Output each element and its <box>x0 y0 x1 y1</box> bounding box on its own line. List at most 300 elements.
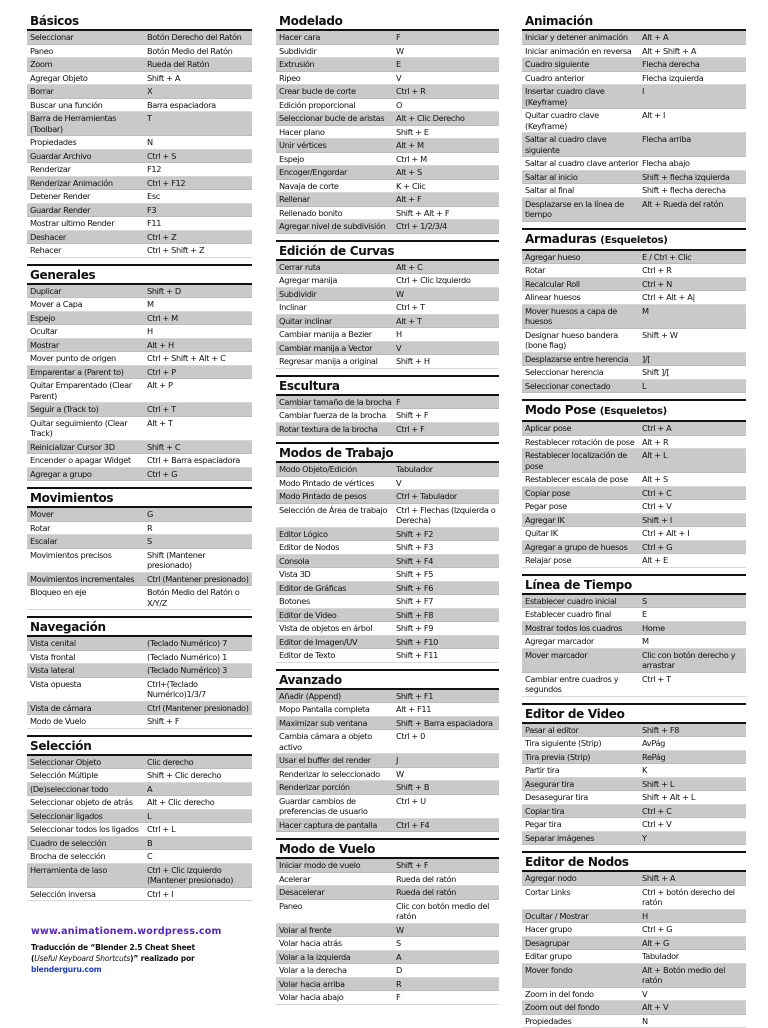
shortcut-keys: Ctrl + M <box>147 313 252 324</box>
shortcut-row <box>522 937 746 951</box>
shortcut-keys: Shift + F5 <box>396 569 499 580</box>
action-label: Vista 3D <box>279 569 396 580</box>
action-label: Pegar tira <box>525 819 642 830</box>
shortcut-row <box>276 85 499 99</box>
shortcut-keys: Flecha izquierda <box>642 73 746 84</box>
section-title-text: Movimientos <box>30 491 113 505</box>
action-label: Detener Render <box>30 191 147 202</box>
shortcut-row <box>522 818 746 832</box>
shortcut-row <box>276 504 499 528</box>
section <box>276 442 499 663</box>
shortcut-row <box>276 355 499 369</box>
shortcut-row <box>27 678 252 702</box>
shortcut-row <box>276 582 499 596</box>
section-title-text: Línea de Tiempo <box>525 578 632 592</box>
shortcut-keys: Flecha abajo <box>642 158 746 169</box>
section-title <box>522 578 746 595</box>
action-label: Saltar al cuadro clave anterior <box>525 158 642 169</box>
action-label: Renderizar <box>30 164 147 175</box>
shortcut-keys: H <box>642 911 746 922</box>
shortcut-keys: Clic derecho <box>147 757 252 768</box>
shortcut-keys: Alt + T <box>147 418 252 429</box>
shortcut-keys: Alt + S <box>396 167 499 178</box>
credits-paren-open: ( <box>31 954 34 963</box>
action-label: Cortar Links <box>525 887 642 898</box>
action-label: Modo de Vuelo <box>30 716 147 727</box>
action-label: Cambiar entre cuadros y segundos <box>525 674 642 695</box>
action-label: Cambiar manija a Bezier <box>279 329 396 340</box>
action-label: Rotar <box>30 523 147 534</box>
action-label: Copiar tira <box>525 806 642 817</box>
shortcut-keys: Ctrl + 0 <box>396 731 499 742</box>
section-title-text: Armaduras <box>525 232 596 246</box>
action-label: Relajar pose <box>525 555 642 566</box>
action-label: Aplicar pose <box>525 423 642 434</box>
shortcut-list <box>27 756 252 902</box>
action-label: Cerrar ruta <box>279 262 396 273</box>
shortcut-row <box>276 490 499 504</box>
action-label: Seleccionar conectado <box>525 381 642 392</box>
shortcut-row <box>522 541 746 555</box>
shortcut-row <box>276 703 499 717</box>
shortcut-keys: A <box>396 952 499 963</box>
column-1 <box>27 14 252 901</box>
shortcut-row <box>27 864 252 888</box>
shortcut-list <box>276 859 499 1005</box>
shortcut-row <box>27 522 252 536</box>
shortcut-row <box>276 768 499 782</box>
shortcut-row <box>276 649 499 663</box>
shortcut-keys: F <box>396 992 499 1003</box>
action-label: Rellenar <box>279 194 396 205</box>
action-label: Guardar cambios de preferencias de usuario <box>279 796 396 817</box>
shortcut-row <box>27 756 252 770</box>
shortcut-keys: Ctrl + Shift + Alt + C <box>147 353 252 364</box>
section-title <box>27 620 252 637</box>
shortcut-row <box>522 278 746 292</box>
shortcut-row <box>522 950 746 964</box>
shortcut-keys: Ctrl + N <box>642 279 746 290</box>
shortcut-row <box>276 207 499 221</box>
shortcut-keys: S <box>642 596 746 607</box>
shortcut-row <box>276 409 499 423</box>
action-label: Saltar al inicio <box>525 172 642 183</box>
section-title-text: Edición de Curvas <box>279 244 394 258</box>
shortcut-row <box>522 1015 746 1028</box>
shortcut-row <box>27 204 252 218</box>
shortcut-row <box>522 635 746 649</box>
shortcut-row <box>522 380 746 394</box>
shortcut-row <box>276 555 499 569</box>
action-label: Copiar pose <box>525 488 642 499</box>
action-label: Mover fondo <box>525 965 642 976</box>
action-label: Editor de Video <box>279 610 396 621</box>
shortcut-row <box>522 251 746 265</box>
shortcut-row <box>522 184 746 198</box>
action-label: Desasegurar tira <box>525 792 642 803</box>
shortcut-row <box>276 288 499 302</box>
action-label: Vista lateral <box>30 665 147 676</box>
shortcut-list <box>27 285 252 482</box>
action-label: Rotar <box>525 265 642 276</box>
action-label: Mover punto de origen <box>30 353 147 364</box>
shortcut-row <box>522 751 746 765</box>
shortcut-keys: Ctrl + P <box>147 367 252 378</box>
shortcut-row <box>276 730 499 754</box>
shortcut-keys: Ctrl+(Teclado Numérico)1/3/7 <box>147 679 252 700</box>
section-title-text: Navegación <box>30 620 106 634</box>
shortcut-row <box>27 244 252 258</box>
shortcut-keys: Ctrl + U <box>396 796 499 807</box>
shortcut-keys: L <box>147 811 252 822</box>
action-label: Consola <box>279 556 396 567</box>
shortcut-row <box>27 441 252 455</box>
shortcut-keys: Shift + F10 <box>396 637 499 648</box>
shortcut-list <box>276 396 499 437</box>
shortcut-row <box>522 473 746 487</box>
shortcut-keys: Alt + C <box>396 262 499 273</box>
action-label: Crear bucle de corte <box>279 86 396 97</box>
shortcut-row <box>27 379 252 403</box>
action-label: Mover huesos a capa de huesos <box>525 306 642 327</box>
section-title <box>27 14 252 31</box>
shortcut-keys: Rueda del Ratón <box>147 59 252 70</box>
shortcut-row <box>27 190 252 204</box>
shortcut-row <box>522 353 746 367</box>
shortcut-row <box>27 31 252 45</box>
shortcut-keys: Y <box>642 833 746 844</box>
shortcut-keys: B <box>147 838 252 849</box>
shortcut-keys: Rueda del ratón <box>396 874 499 885</box>
section <box>27 735 252 902</box>
shortcut-row <box>522 832 746 846</box>
shortcut-row <box>522 554 746 568</box>
action-label: Restablecer localización de pose <box>525 450 642 471</box>
shortcut-row <box>27 769 252 783</box>
section-title <box>522 14 746 31</box>
action-label: Edición proporcional <box>279 100 396 111</box>
shortcut-keys: Home <box>642 623 746 634</box>
section-title-text: Animación <box>525 14 593 28</box>
action-label: Separar imágenes <box>525 833 642 844</box>
shortcut-row <box>276 873 499 887</box>
action-label: Quitar seguimiento (Clear Track) <box>30 418 147 439</box>
action-label: Editor de Gráficas <box>279 583 396 594</box>
shortcut-row <box>522 45 746 59</box>
shortcut-row <box>27 850 252 864</box>
shortcut-keys: C <box>147 851 252 862</box>
shortcut-keys: Alt + G <box>642 938 746 949</box>
action-label: Guardar Render <box>30 205 147 216</box>
shortcut-keys: A <box>147 784 252 795</box>
shortcut-keys: M <box>642 636 746 647</box>
shortcut-keys: E / Ctrl + Clic <box>642 252 746 263</box>
action-label: Iniciar y detener animación <box>525 32 642 43</box>
shortcut-row <box>27 823 252 837</box>
section <box>276 240 499 369</box>
shortcut-keys: Shift + I <box>642 515 746 526</box>
shortcut-row <box>27 810 252 824</box>
shortcut-row <box>27 783 252 797</box>
shortcut-keys: Alt + M <box>396 140 499 151</box>
shortcut-row <box>27 366 252 380</box>
shortcut-row <box>27 58 252 72</box>
action-label: Pasar al editor <box>525 725 642 736</box>
shortcut-keys: Shift + F8 <box>396 610 499 621</box>
shortcut-keys: Ctrl + Z <box>147 232 252 243</box>
action-label: Cambiar tamaño de la brocha <box>279 397 396 408</box>
action-label: Ocultar <box>30 326 147 337</box>
shortcut-keys: Alt + A <box>642 32 746 43</box>
shortcut-row <box>522 305 746 329</box>
action-label: Alinear huesos <box>525 292 642 303</box>
shortcut-keys: R <box>396 979 499 990</box>
action-label: Barra de Herramientas (Toolbar) <box>30 113 147 134</box>
action-label: Selección Múltiple <box>30 770 147 781</box>
shortcut-keys: S <box>147 536 252 547</box>
shortcut-row <box>522 673 746 697</box>
shortcut-keys: Shift (Mantener presionado) <box>147 550 252 571</box>
shortcut-keys: F3 <box>147 205 252 216</box>
action-label: Vista de cámara <box>30 703 147 714</box>
shortcut-row <box>27 298 252 312</box>
shortcut-row <box>522 109 746 133</box>
shortcut-row <box>276 328 499 342</box>
shortcut-row <box>27 796 252 810</box>
action-label: Zoom <box>30 59 147 70</box>
shortcut-keys: Ctrl + I <box>147 889 252 900</box>
shortcut-row <box>522 872 746 886</box>
shortcut-row <box>27 468 252 482</box>
action-label: Desacelerar <box>279 887 396 898</box>
shortcut-keys: V <box>642 989 746 1000</box>
shortcut-list <box>522 251 746 394</box>
shortcut-row <box>522 886 746 910</box>
shortcut-keys: N <box>642 1016 746 1027</box>
section-title <box>276 14 499 31</box>
shortcut-row <box>522 595 746 609</box>
shortcut-keys: Shift + F11 <box>396 650 499 661</box>
shortcut-keys: RePág <box>642 752 746 763</box>
shortcut-row <box>522 58 746 72</box>
action-label: Mostrar ultimo Render <box>30 218 147 229</box>
shortcut-row <box>276 342 499 356</box>
action-label: Espejo <box>279 154 396 165</box>
action-label: Paneo <box>279 901 396 912</box>
action-label: Mover <box>30 509 147 520</box>
shortcut-row <box>276 978 499 992</box>
section-title <box>522 855 746 872</box>
shortcut-list <box>522 724 746 846</box>
shortcut-row <box>522 791 746 805</box>
shortcut-row <box>276 45 499 59</box>
shortcut-row <box>27 312 252 326</box>
shortcut-keys: Shift + F7 <box>396 596 499 607</box>
shortcut-keys: Rueda del ratón <box>396 887 499 898</box>
action-label: Mopo Pantalla completa <box>279 704 396 715</box>
shortcut-keys: Shift + D <box>147 286 252 297</box>
credits-author-link[interactable]: blenderguru.com <box>31 965 101 974</box>
action-label: Editor de Imagen/UV <box>279 637 396 648</box>
action-label: Volar hacia atrás <box>279 938 396 949</box>
action-label: Mover a Capa <box>30 299 147 310</box>
action-label: Subdividir <box>279 46 396 57</box>
action-label: Seleccionar todos los ligados <box>30 824 147 835</box>
shortcut-keys: ]/[ <box>642 354 746 365</box>
shortcut-keys: Alt + R <box>642 437 746 448</box>
action-label: Navaja de corte <box>279 181 396 192</box>
section-title <box>276 673 499 690</box>
shortcut-row <box>522 622 746 636</box>
shortcut-keys: Shift + Barra espaciadora <box>396 718 499 729</box>
credits-url[interactable]: www.animationem.wordpress.com <box>31 926 263 937</box>
shortcut-keys: X <box>147 86 252 97</box>
action-label: Vista opuesta <box>30 679 147 690</box>
shortcut-row <box>27 231 252 245</box>
shortcut-keys: Shift + Clic derecho <box>147 770 252 781</box>
action-label: Guardar Archivo <box>30 151 147 162</box>
action-label: Vista de objetos en árbol <box>279 623 396 634</box>
section <box>276 14 499 234</box>
action-label: Agregar Objeto <box>30 73 147 84</box>
shortcut-row <box>276 31 499 45</box>
shortcut-keys: Ctrl + R <box>642 265 746 276</box>
shortcut-row <box>27 637 252 651</box>
section-title-text: Generales <box>30 268 95 282</box>
action-label: Renderizar Animación <box>30 178 147 189</box>
shortcut-row <box>522 778 746 792</box>
shortcut-row <box>276 595 499 609</box>
shortcut-row <box>276 964 499 978</box>
shortcut-row <box>522 923 746 937</box>
section-title <box>522 232 746 251</box>
shortcut-keys: N <box>147 137 252 148</box>
shortcut-keys: Ctrl + F12 <box>147 178 252 189</box>
shortcut-keys: G <box>147 509 252 520</box>
shortcut-row <box>27 403 252 417</box>
shortcut-row <box>522 805 746 819</box>
shortcut-row <box>276 153 499 167</box>
shortcut-list <box>522 872 746 1028</box>
shortcut-keys: Alt + E <box>642 555 746 566</box>
shortcut-keys: Shift + F9 <box>396 623 499 634</box>
shortcut-row <box>276 819 499 833</box>
shortcut-keys: Ctrl + C <box>642 488 746 499</box>
shortcut-keys: M <box>642 306 746 317</box>
shortcut-row <box>276 754 499 768</box>
action-label: Acelerar <box>279 874 396 885</box>
action-label: Volar al frente <box>279 925 396 936</box>
action-label: Volar a la derecha <box>279 965 396 976</box>
action-label: Espejo <box>30 313 147 324</box>
action-label: Regresar manija a original <box>279 356 396 367</box>
shortcut-keys: Ctrl + Clic Izquierdo <box>396 275 499 286</box>
shortcut-keys: E <box>642 609 746 620</box>
shortcut-row <box>522 649 746 673</box>
action-label: Saltar al cuadro clave siguiente <box>525 134 642 155</box>
shortcut-row <box>276 315 499 329</box>
shortcut-row <box>27 508 252 522</box>
action-label: Agregar a grupo <box>30 469 147 480</box>
shortcut-row <box>27 177 252 191</box>
action-label: Cambiar fuerza de la brocha <box>279 410 396 421</box>
section-title <box>276 446 499 463</box>
shortcut-row <box>276 180 499 194</box>
action-label: Duplicar <box>30 286 147 297</box>
action-label: Subdividir <box>279 289 396 300</box>
action-label: Añadir (Append) <box>279 691 396 702</box>
action-label: Hacer captura de pantalla <box>279 820 396 831</box>
shortcut-row <box>276 463 499 477</box>
shortcut-keys: Shift + flecha derecha <box>642 185 746 196</box>
shortcut-row <box>27 417 252 441</box>
shortcut-keys: Alt + S <box>642 474 746 485</box>
credits-block <box>31 926 263 975</box>
shortcut-keys: Clic con botón medio del ratón <box>396 901 499 922</box>
shortcut-list <box>522 595 746 697</box>
action-label: Unir vértices <box>279 140 396 151</box>
section <box>27 616 252 729</box>
action-label: Borrar <box>30 86 147 97</box>
shortcut-keys: S <box>396 938 499 949</box>
shortcut-row <box>522 527 746 541</box>
shortcut-row <box>27 72 252 86</box>
shortcut-keys: H <box>396 329 499 340</box>
action-label: Seleccionar Objeto <box>30 757 147 768</box>
credits-line-1: Traducción de “Blender 2.5 Cheat Sheet <box>31 942 263 953</box>
shortcut-keys: Alt + I <box>642 110 746 121</box>
shortcut-row <box>276 636 499 650</box>
section-title <box>276 244 499 261</box>
shortcut-row <box>522 988 746 1002</box>
shortcut-list <box>276 31 499 234</box>
section-subtitle: (Esqueletos) <box>600 406 667 417</box>
action-label: Agregar manija <box>279 275 396 286</box>
shortcut-row <box>27 586 252 610</box>
shortcut-keys: Alt + F <box>396 194 499 205</box>
section-title <box>522 707 746 724</box>
action-label: Modo Objeto/Edición <box>279 464 396 475</box>
shortcut-list <box>276 261 499 369</box>
credits-line-2 <box>31 953 263 975</box>
shortcut-keys: Alt + V <box>642 1002 746 1013</box>
shortcut-row <box>276 193 499 207</box>
shortcut-keys: Ctrl + botón derecho del ratón <box>642 887 746 908</box>
action-label: Selección de Área de trabajo <box>279 505 396 516</box>
action-label: Agregar a grupo de huesos <box>525 542 642 553</box>
action-label: Insertar cuadro clave (Keyframe) <box>525 86 642 107</box>
shortcut-keys: L <box>642 381 746 392</box>
shortcut-row <box>522 737 746 751</box>
shortcut-keys: W <box>396 289 499 300</box>
action-label: Editor de Nodos <box>279 542 396 553</box>
action-label: Bloqueo en eje <box>30 587 147 598</box>
section <box>522 574 746 697</box>
section <box>276 375 499 437</box>
shortcut-keys: Shift ]/[ <box>642 367 746 378</box>
section-title-text: Escultura <box>279 379 340 393</box>
shortcut-row <box>276 126 499 140</box>
action-label: Seleccionar bucle de aristas <box>279 113 396 124</box>
action-label: Ocultar / Mostrar <box>525 911 642 922</box>
shortcut-row <box>276 528 499 542</box>
shortcut-keys: Ctrl + F <box>396 424 499 435</box>
shortcut-keys: Shift + F <box>396 410 499 421</box>
credits-by: )” realizado por <box>130 954 194 963</box>
shortcut-keys: Ctrl + A <box>642 423 746 434</box>
section-title <box>27 491 252 508</box>
shortcut-list <box>522 31 746 222</box>
